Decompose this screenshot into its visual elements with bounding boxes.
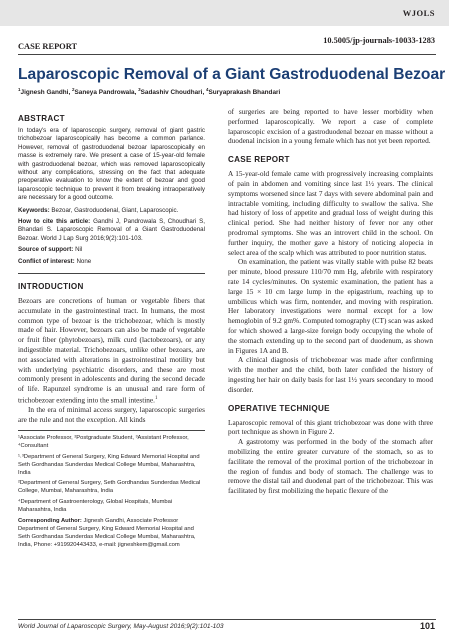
author-name: Suryaprakash Bhandari — [208, 89, 281, 97]
author-sup: 2 — [72, 87, 75, 92]
article-type: CASE REPORT — [18, 42, 78, 51]
introduction-text: Bezoars are concretions of human or vegetable fibers that accumulate in the gastrointestinal tract. In humans, the most common type of bezoar is the trichobezoar, which is mostly made of hair. However, bezoars can also be made of vegetable or fruit fiber (phytobezoars), milk curd (lactobezoars), or any indigestible material. Trichobezoars, unlike other bezoars, are not associated with alterations in gastrointestinal motility but with underlying psychiatric disorders, and these are most commonly present in adolescents and during the second decade of life. Rapunzel syndrome is an unusual and rare form of trichobezoar extending into the small intestine. — [18, 296, 205, 405]
conflict-label: Conflict of interest: — [18, 257, 75, 265]
introduction-heading: INTRODUCTION — [18, 282, 84, 292]
footer-divider — [18, 619, 436, 620]
footer-journal: World Journal of Laparoscopic Surgery, May-August 2016;9(2):101-103 — [18, 623, 224, 630]
introduction-paragraph-2: In the era of minimal access surgery, laparoscopic surgeries are the rule and not the exception. All kinds — [18, 405, 205, 425]
abstract-text: In today's era of laparoscopic surgery, removal of giant gastric trichobezoar laparoscopically has become a common parlance. However, removal of gastroduodenal bezoar laparoscopically en masse is extremely rare. We present a case of 15-year-old female with gastroduodenal bezoar, which was removed laparoscopically without any complications, stressing on the fact that adequate preoperative evaluation to know the extent of bezoar and good laparoscopic technique to prevent it from breaking intraoperatively are necessary for a good outcome. — [18, 127, 205, 202]
abstract-divider — [18, 273, 205, 274]
source-of-support — [18, 246, 205, 254]
support-label: Source of support: — [18, 246, 74, 254]
conflict-of-interest — [18, 258, 205, 266]
reference-marker[interactable]: 1 — [154, 396, 158, 402]
header-divider — [18, 54, 436, 55]
case-paragraph-3: A clinical diagnosis of trichobezoar was made after confirming with the mother and the child, both later confided the history of ingesting her hair on daily basis for last 1½ years secondary to mood disorder. — [228, 355, 433, 394]
citation-label: How to cite this article: — [18, 218, 91, 226]
corresponding-label: Corresponding Author: — [18, 518, 82, 525]
keywords-label: Keywords: — [18, 206, 50, 214]
affiliation-divider — [18, 430, 205, 431]
corresponding-author — [18, 518, 205, 550]
author-sup: 4 — [206, 87, 209, 92]
doi[interactable]: 10.5005/jp-journals-10033-1283 — [323, 36, 435, 45]
right-column — [228, 107, 433, 496]
operative-technique-heading: OPERATIVE TECHNIQUE — [228, 403, 330, 413]
author-roles: ¹Associate Professor, ²Postgraduate Student, ³Assistant Professor, ⁴Consultant — [18, 434, 189, 449]
keywords — [18, 207, 205, 215]
page-number: 101 — [419, 621, 435, 631]
case-paragraph-1: A 15-year-old female came with progressively increasing complaints of pain in abdomen and vomiting since last 1½ years. The clinical symptoms worsened since last 7 days with severe abdominal pain and intractable vomiting, including difficulty to swallow the saliva. She had history of loss of appetite and gradual loss of weight during this clinical period. She had neither history of fever nor any other prodromal symptoms. She was an introvert child in the school. On further inquiry, the mother gave a history of noticing alopecia in select area of the scalp which was attributed to poor nutrition status. — [228, 169, 433, 257]
author-list: $^1$Jignesh Gandhi, $^2$Saneya Pandrowala, $^3$Sadashiv Choudhari, $^4$Suryaprakash Bhandari — [18, 87, 281, 97]
case-report-heading: CASE REPORT — [228, 155, 290, 165]
operative-paragraph-1: Laparoscopic removal of this giant trichobezoar was done with three port technique as shown in Figure 2. — [228, 417, 433, 437]
affiliation-3: ⁴Department of Gastroenterology, Global Hospitals, Mumbai Maharashtra, India — [18, 499, 173, 514]
affiliation-2: ²Department of General Surgery, Seth Gordhandas Sunderdas Medical College, Mumbai, Maharashtra, India — [18, 480, 201, 495]
author-name: Sadashiv Choudhari — [140, 89, 203, 97]
article-title: Laparoscopic Removal of a Giant Gastroduodenal Bezoar — [18, 66, 446, 83]
citation-value: Gandhi J, Pandrowala S, Choudhari S, Bhandari S. Laparoscopic Removal of a Giant Gastroduodenal Bezoar. World J Lap Surg 2016;9(2):101-103. — [18, 218, 205, 242]
keywords-value: Bezoar, Gastroduodenal, Giant, Laparoscopic. — [51, 206, 179, 214]
author-sup: 1 — [18, 87, 21, 92]
left-column — [18, 114, 205, 550]
case-paragraph-2: On examination, the patient was vitally stable with pulse 82 beats per minute, blood pressure 110/70 mm Hg, afebrile with respiratory rate 14 cycles/minutes. On systemic examination, the patient has a large 15 × 10 cm large lump in the epigastrium, reaching up to umbilicus which was firm, nontender, and moving with respiration. Her laboratory investigations were normal except for a low hemoglobin of 9.2 gm%. Computed tomography (CT) scan was asked for which showed a large-size foreign body occupying the whole of the stomach extending up to the second part of duodenum, as shown in Figures 1A and B. — [228, 257, 433, 355]
conflict-value: None — [76, 257, 92, 265]
corresponding-text: Jignesh Gandhi, Associate Professor Department of General Surgery, King Edward Memorial Hospital and Seth Gordhandas Sunderdas Medical College Mumbai, Maharashtra, India, Phone: +919920443433, e-mail: jigneshkem@gmail.com — [18, 518, 196, 548]
citation — [18, 218, 205, 243]
support-value: Nil — [75, 246, 83, 254]
affiliation-1: ¹˒³Department of General Surgery, King Edward Memorial Hospital and Seth Gordhandas Sunderdas Medical College Mumbai, Maharashtra, India — [18, 453, 200, 476]
introduction-continued: of surgeries are being reported to have lesser morbidity when performed laparoscopically. We report a case of complete laparoscopic excision of a gastroduodenal bezoar en masse without a duodenal incision in a young female which has not yet been reported. — [228, 107, 433, 146]
operative-paragraph-2: A gastrotomy was performed in the body of the stomach after mobilizing the entire greater curvature of the stomach, so as to facilitate the removal of the proximal portion of the trichobezoar in the region of fundus and body of stomach. The challenge was to remove the distal tail and duodenal part of the trichobezoar. This was facilitated by first mobilizing the hepatic flexure of the — [228, 437, 433, 496]
introduction-paragraph — [18, 296, 205, 405]
author-sup: 3 — [138, 87, 141, 92]
header-band — [0, 0, 449, 26]
author-name: Saneya Pandrowala — [74, 89, 135, 97]
author-name: Jignesh Gandhi — [20, 89, 69, 97]
journal-brand: WJOLS — [402, 8, 435, 18]
abstract-heading: ABSTRACT — [18, 114, 65, 123]
